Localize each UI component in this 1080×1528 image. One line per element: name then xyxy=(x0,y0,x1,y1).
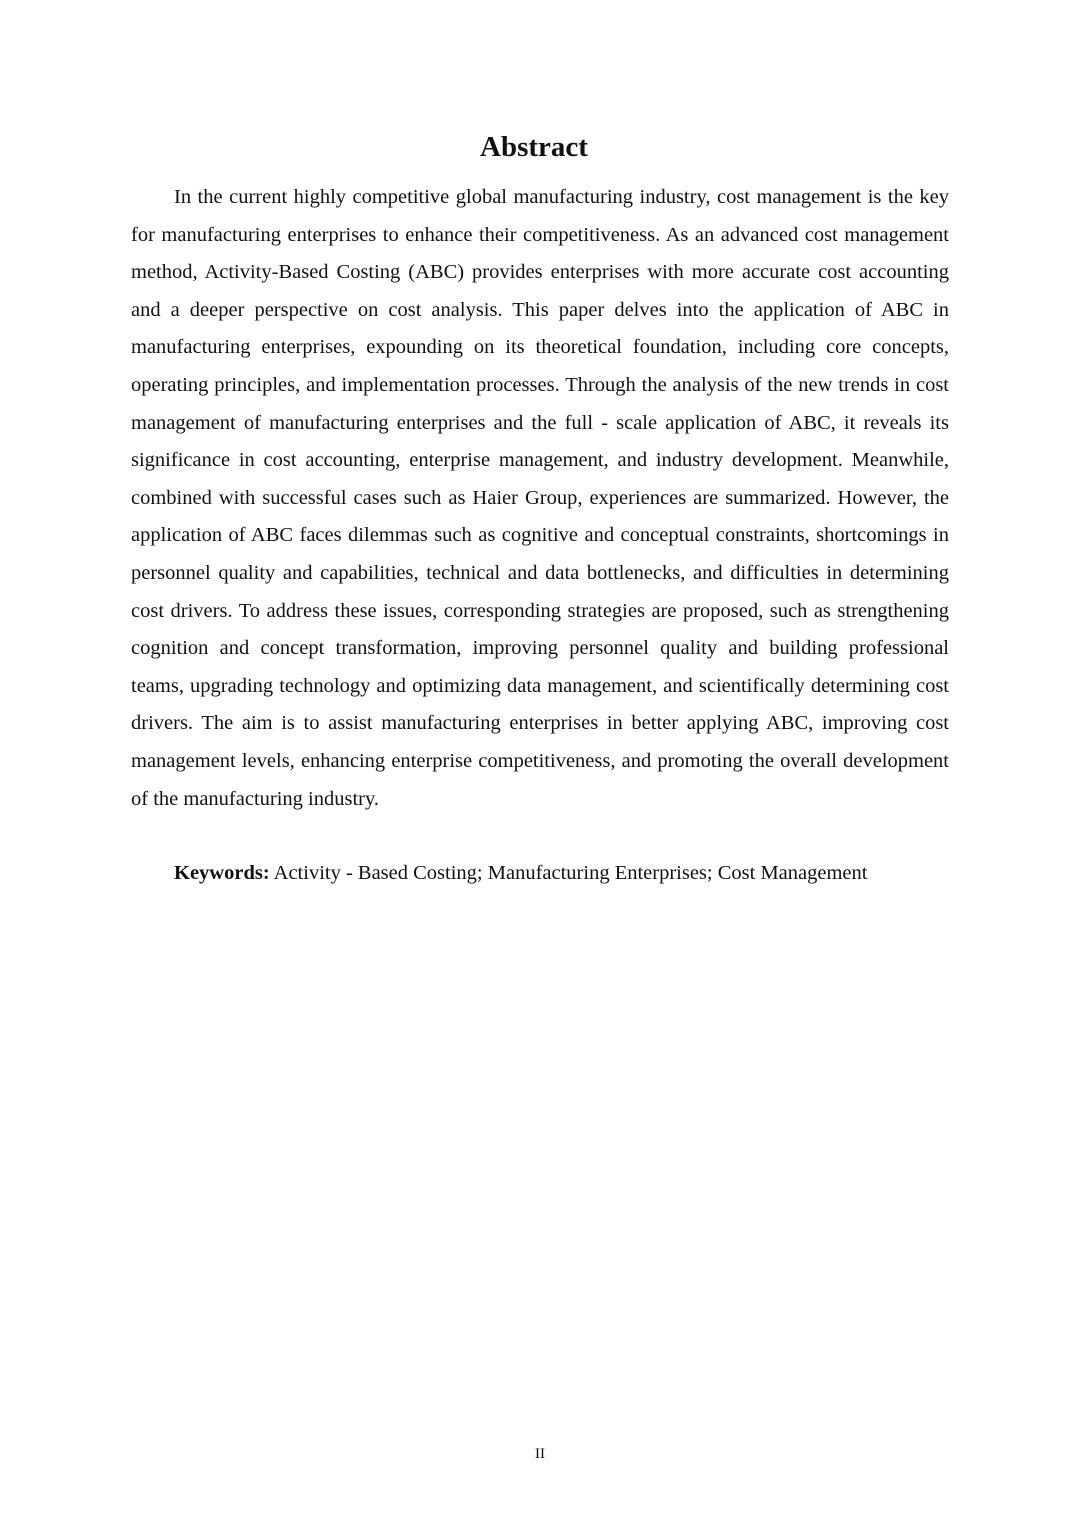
page-title: Abstract xyxy=(480,131,588,163)
keywords-label: Keywords: xyxy=(174,862,270,884)
keywords-text: Activity - Based Costing; Manufacturing Enterprises; Cost Management xyxy=(269,862,868,884)
page-number: II xyxy=(535,1446,545,1462)
abstract-paragraph: In the current highly competitive global manufacturing industry, cost management is the key for manufacturing enterprises to enhance their competitiveness. As an advanced cost management method, Activity-Based Costing (ABC) provides enterprises with more accurate cost accounting and a deeper perspective on cost analysis. This paper delves into the application of ABC in manufacturing enterprises, expounding on its theoretical foundation, including core concepts, operating principles, and implementation processes. Through the analysis of the new trends in cost management of manufacturing enterprises and the full - scale application of ABC, it reveals its significance in cost accounting, enterprise management, and industry development. Meanwhile, combined with successful cases such as Haier Group, experiences are summarized. However, the application of ABC faces dilemmas such as cognitive and conceptual constraints, shortcomings in personnel quality and capabilities, technical and data bottlenecks, and difficulties in determining cost drivers. To address these issues, corresponding strategies are proposed, such as strengthening cognition and concept transformation, improving personnel quality and building professional teams, upgrading technology and optimizing data management, and scientifically determining cost drivers. The aim is to assist manufacturing enterprises in better applying ABC, improving cost management levels, enhancing enterprise competitiveness, and promoting the overall development of the manufacturing industry. xyxy=(131,186,949,810)
keywords-line xyxy=(131,855,949,893)
